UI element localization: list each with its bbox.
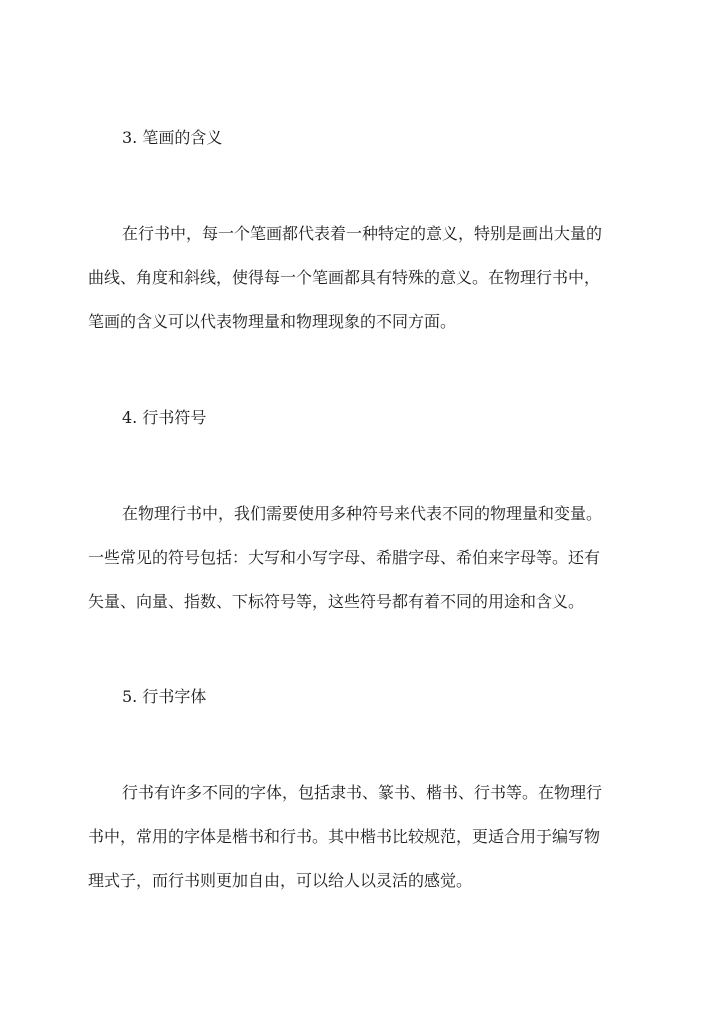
- paragraph-line: 行书有许多不同的字体，包括隶书、篆书、楷书、行书等。在物理行: [122, 783, 603, 802]
- section-paragraph-3: [88, 212, 648, 344]
- paragraph-line: 一些常见的符号包括：大写和小写字母、希腊字母、希伯来字母等。还有: [88, 548, 601, 567]
- paragraph-line: 书中，常用的字体是楷书和行书。其中楷书比较规范，更适合用于编写物: [88, 827, 601, 846]
- section-paragraph-5: [88, 771, 648, 903]
- paragraph-line: 笔画的含义可以代表物理量和物理现象的不同方面。: [88, 312, 457, 331]
- section-heading-3: 3. 笔画的含义: [122, 128, 223, 147]
- paragraph-line: 曲线、角度和斜线，使得每一个笔画都具有特殊的意义。在物理行书中，: [88, 268, 601, 287]
- section-heading-4: 4. 行书符号: [122, 408, 207, 427]
- paragraph-line: 理式子，而行书则更加自由，可以给人以灵活的感觉。: [88, 871, 473, 890]
- section-heading-5: 5. 行书字体: [122, 687, 207, 706]
- paragraph-line: 在行书中，每一个笔画都代表着一种特定的意义，特别是画出大量的: [122, 224, 603, 243]
- section-paragraph-4: [88, 492, 648, 624]
- paragraph-line: 在物理行书中，我们需要使用多种符号来代表不同的物理量和变量。: [122, 504, 603, 523]
- paragraph-line: 矢量、向量、指数、下标符号等，这些符号都有着不同的用途和含义。: [88, 592, 585, 611]
